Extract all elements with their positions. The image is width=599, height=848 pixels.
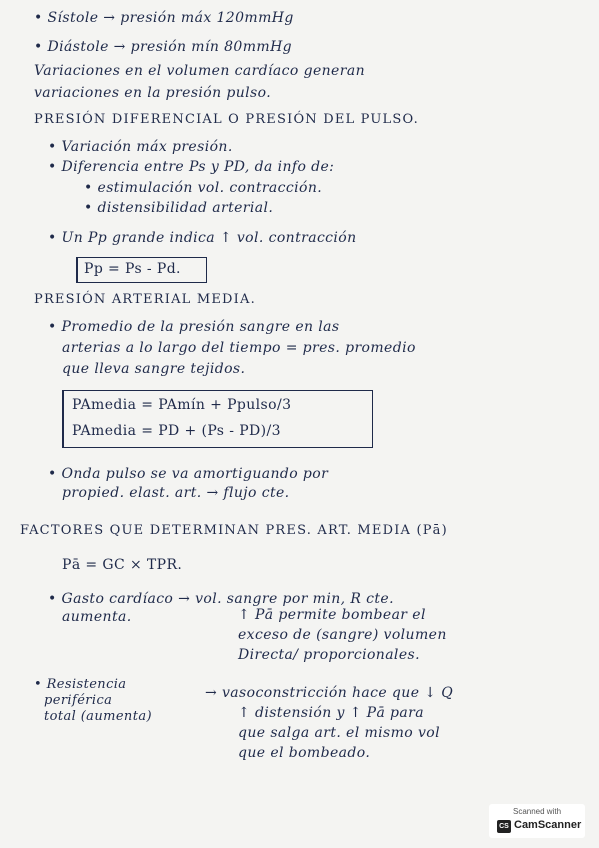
heading-mean-arterial-pressure: PRESIÓN ARTERIAL MEDIA. bbox=[34, 292, 256, 307]
heading-pulse-pressure: PRESIÓN DIFERENCIAL O PRESIÓN DEL PULSO. bbox=[34, 112, 419, 127]
note-line-pumped: que el bombeado. bbox=[238, 745, 371, 761]
heading-factors: FACTORES QUE DETERMINAN PRES. ART. MEDIA (Pā) bbox=[20, 523, 448, 538]
formula-pp: Pp = Ps - Pd. bbox=[84, 261, 181, 277]
note-line-pump-2: exceso de (sangre) volumen bbox=[238, 627, 447, 643]
note-line-stimulation: • estimulación vol. contracción. bbox=[84, 180, 323, 196]
note-line-same-volume: que salga art. el mismo vol bbox=[238, 725, 440, 741]
note-line-vasoconstriction: → vasoconstricción hace que ↓ Q bbox=[205, 685, 454, 701]
camscanner-name: CamScanner bbox=[514, 819, 582, 831]
note-line-resistance-1: • Resistencia bbox=[34, 677, 127, 692]
note-line-variations-1: Variaciones en el volumen cardíaco generan bbox=[34, 63, 365, 79]
formula-pam-2: PAmedia = PD + (Ps - PD)/3 bbox=[72, 423, 281, 439]
note-line-wave-2: propied. elast. art. → flujo cte. bbox=[62, 485, 290, 501]
note-line-resistance-3: total (aumenta) bbox=[44, 709, 152, 724]
note-line-difference: • Diferencia entre Ps y PD, da info de: bbox=[48, 159, 335, 175]
note-line-increases: aumenta. bbox=[62, 609, 132, 625]
note-line-variations-2: variaciones en la presión pulso. bbox=[34, 85, 272, 101]
note-line-resistance-2: periférica bbox=[44, 693, 113, 708]
note-line-average-3: que lleva sangre tejidos. bbox=[62, 361, 246, 377]
note-line-systole: • Sístole → presión máx 120mmHg bbox=[34, 10, 294, 26]
note-line-wave-1: • Onda pulso se va amortiguando por bbox=[48, 466, 329, 482]
note-line-cardiac-output: • Gasto cardíaco → vol. sangre por min, R cte. bbox=[48, 591, 394, 607]
note-line-diastole: • Diástole → presión mín 80mmHg bbox=[34, 39, 293, 55]
note-line-max-variation: • Variación máx presión. bbox=[48, 139, 233, 155]
note-line-pump-1: ↑ Pā permite bombear el bbox=[238, 607, 426, 623]
camscanner-badge bbox=[489, 804, 585, 838]
formula-pam-1: PAmedia = PAmín + Ppulso/3 bbox=[72, 397, 292, 413]
note-line-proportional: Directa/ proporcionales. bbox=[238, 647, 420, 663]
scanned-with-label: Scanned with bbox=[512, 807, 562, 816]
note-line-large-pp: • Un Pp grande indica ↑ vol. contracción bbox=[48, 230, 357, 246]
note-line-distensibility: • distensibilidad arterial. bbox=[84, 200, 274, 216]
note-line-distension: ↑ distensión y ↑ Pā para bbox=[238, 705, 424, 721]
formula-pa-gc-tpr: Pā = GC × TPR. bbox=[62, 557, 183, 573]
note-line-average-2: arterias a lo largo del tiempo = pres. promedio bbox=[62, 340, 416, 356]
note-line-average-1: • Promedio de la presión sangre en las bbox=[48, 319, 340, 335]
camscanner-logo-icon: CS bbox=[497, 820, 511, 833]
